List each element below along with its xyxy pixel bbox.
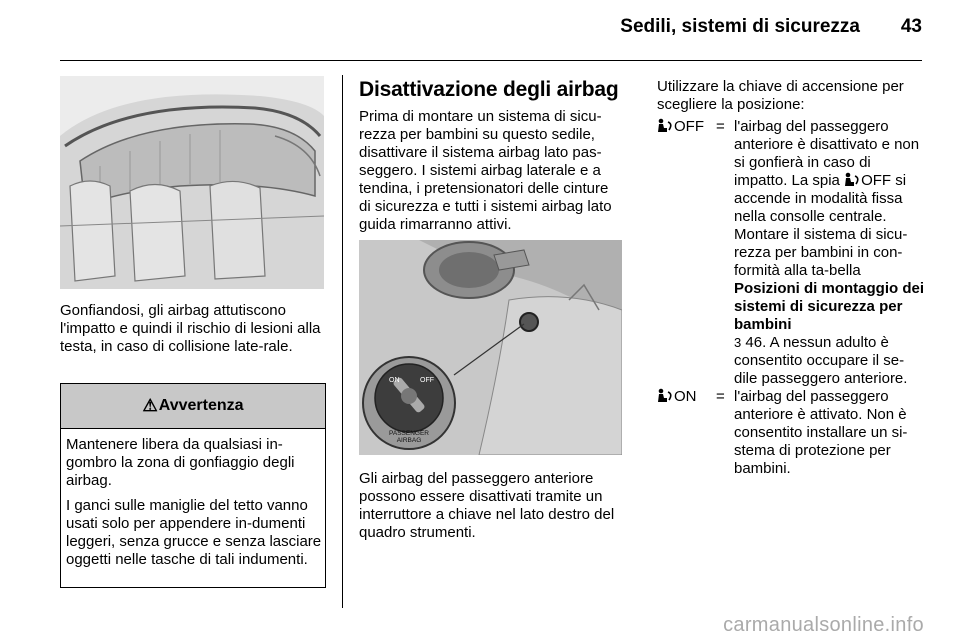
airbag-off-warning-lamp-icon xyxy=(844,172,861,187)
equals-sign: = xyxy=(716,388,725,405)
watermark: carmanualsonline.info xyxy=(723,614,924,636)
option-on-description: l'airbag del passeggero anteriore è attivato. Non è consentito installare un si-stema di protezione per bambini. xyxy=(734,388,908,477)
switch-caption: Gli airbag del passeggero anteriore possono essere disattivati tramite un interruttore a chiave nel lato destro del quadro strumenti. xyxy=(359,470,615,541)
option-on-label: ON xyxy=(657,388,697,406)
page-ref-icon: 3 xyxy=(734,335,742,350)
warning-triangle-icon: ⚠ xyxy=(142,396,158,415)
switch-airbag-label: AIRBAG xyxy=(396,437,422,444)
section-intro: Prima di montare un sistema di sicu-rezza per bambini su questo sedile, disattivare il sistema airbag lato pas-seggero. I sistemi airbag laterale e a tendina, i pretensionatori delle cinture di sicurezza e tutti i sistemi airbag lato guida rimarranno attivi. xyxy=(359,108,612,233)
option-off-label: OFF xyxy=(657,118,704,136)
airbag-switch-illustration xyxy=(359,240,622,455)
equals-sign: = xyxy=(716,118,725,135)
airbag-child-seat-off-icon xyxy=(657,118,674,133)
switch-off-label: OFF xyxy=(420,377,434,384)
warning-paragraph: I ganci sulle maniglie del tetto vanno usati solo per appendere in-dumenti leggeri, senza grucce e senza lasciare oggetti nelle tasche di tali indumenti. xyxy=(66,497,322,568)
curtain-airbag-caption: Gonfiandosi, gli airbag attutiscono l'impatto e quindi il rischio di lesioni alla testa, in caso di collisione late-rale. xyxy=(60,302,321,355)
airbag-child-seat-on-icon xyxy=(657,388,674,403)
warning-paragraph: Mantenere libera da qualsiasi in-gombro la zona di gonfiaggio degli airbag. xyxy=(66,436,295,489)
switch-on-label: ON xyxy=(389,377,400,384)
position-intro: Utilizzare la chiave di accensione per scegliere la posizione: xyxy=(657,78,904,113)
table-reference: Posizioni di montaggio dei sistemi di sicurezza per bambini xyxy=(734,280,924,333)
option-off-description: l'airbag del passeggero anteriore è disattivato e non si gonfierà in caso di impatto. La spia OFF si accende in modalità fissa nella consolle centrale. Montare il sistema di sicu-rezza per bambini in con-formità alla ta-bella Posizioni di montaggio dei sistemi di sicurezza per bambini 3 46. A nessun adulto è consentito occupare il se-dile passeggero anteriore. xyxy=(734,118,924,387)
warning-header xyxy=(61,384,325,429)
switch-passenger-label: PASSENGER xyxy=(389,430,429,437)
section-title: Disattivazione degli airbag xyxy=(359,78,619,101)
page-header-title: Sedili, sistemi di sicurezza xyxy=(620,16,860,37)
warning-box xyxy=(60,383,326,588)
page-number: 43 xyxy=(900,16,922,37)
header-rule xyxy=(60,60,922,61)
warning-title: Avvertenza xyxy=(158,397,244,414)
column-separator xyxy=(342,75,343,608)
curtain-airbag-illustration xyxy=(60,76,324,289)
